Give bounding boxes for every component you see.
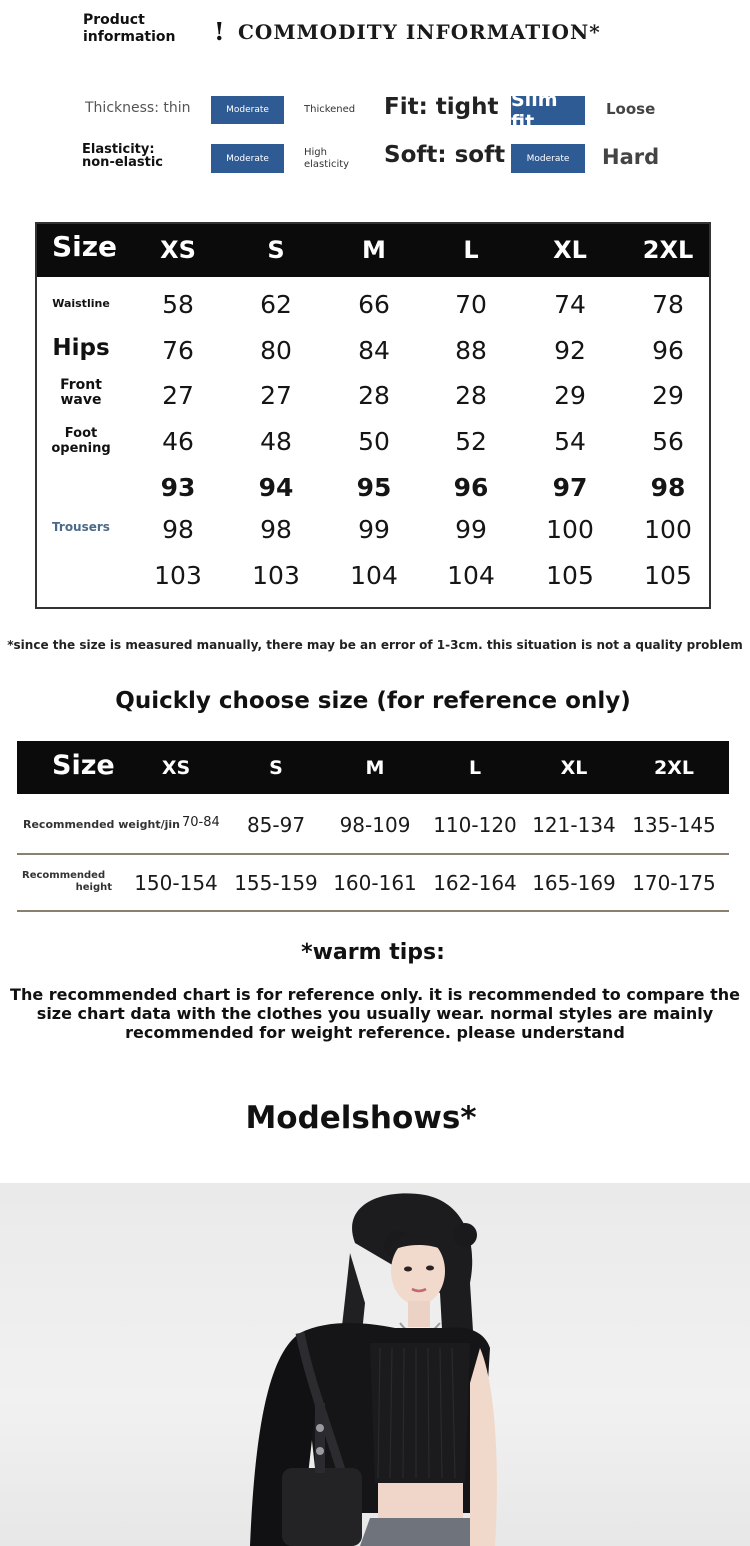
model-illustration xyxy=(0,1183,750,1546)
size-header-s: S xyxy=(267,236,285,264)
header-bar-glyph: ! xyxy=(214,17,225,46)
table-cell: 93 xyxy=(160,473,196,502)
size-header-l: L xyxy=(463,236,479,264)
size-header-xl: XL xyxy=(553,236,587,264)
table-cell: 76 xyxy=(162,336,194,365)
table-cell: 88 xyxy=(455,336,487,365)
table-cell: 150-154 xyxy=(134,871,218,895)
table-cell: 100 xyxy=(546,515,594,544)
elasticity-moderate-pill: Moderate xyxy=(211,144,284,173)
recommend-bottom-rule xyxy=(17,910,729,912)
table-cell: 27 xyxy=(260,381,292,410)
table-cell: 170-175 xyxy=(632,871,716,895)
recommend-header-m: M xyxy=(365,757,385,779)
row-label-hips: Hips xyxy=(52,335,110,361)
table-cell: 74 xyxy=(554,290,586,319)
table-cell: 27 xyxy=(162,381,194,410)
measurement-note: *since the size is measured manually, there may be an error of 1-3cm. this situation is not a quality problem xyxy=(7,638,743,652)
table-cell: 29 xyxy=(652,381,684,410)
quick-choose-title: Quickly choose size (for reference only) xyxy=(115,688,631,714)
elasticity-high-line-2: elasticity xyxy=(304,159,350,170)
row-label-foot-opening: Foot opening xyxy=(51,426,111,456)
recommended-height-line-2: height xyxy=(75,882,112,893)
elasticity-label-line-1: Elasticity: xyxy=(82,142,155,157)
warm-tips-title: *warm tips: xyxy=(301,940,445,965)
table-cell: 95 xyxy=(356,473,392,502)
table-cell: 78 xyxy=(652,290,684,319)
table-cell: 155-159 xyxy=(234,871,318,895)
table-cell: 100 xyxy=(644,515,692,544)
table-cell: 52 xyxy=(455,427,487,456)
table-cell: 46 xyxy=(162,427,194,456)
size-table-header-size: Size xyxy=(52,230,118,263)
table-cell: 29 xyxy=(554,381,586,410)
table-cell: 84 xyxy=(358,336,390,365)
thickness-thickened-label: Thickened xyxy=(304,104,356,115)
table-cell: 28 xyxy=(358,381,390,410)
table-cell: 98 xyxy=(260,515,292,544)
recommended-height-label xyxy=(22,870,112,894)
table-cell: 121-134 xyxy=(532,813,616,837)
table-cell: 110-120 xyxy=(433,813,517,837)
table-cell: 66 xyxy=(358,290,390,319)
table-cell: 160-161 xyxy=(333,871,417,895)
table-cell: 85-97 xyxy=(246,813,306,837)
table-cell: 96 xyxy=(453,473,489,502)
modelshows-title: Modelshows* xyxy=(245,1100,477,1136)
table-cell: 98 xyxy=(650,473,686,502)
recommend-divider xyxy=(17,853,729,855)
thickness-label: Thickness: thin xyxy=(85,100,191,116)
recommend-header-s: S xyxy=(269,757,283,779)
model-photo xyxy=(0,1183,750,1546)
table-cell: 54 xyxy=(554,427,586,456)
size-header-xs: XS xyxy=(160,236,196,264)
table-cell: 56 xyxy=(652,427,684,456)
fit-label: Fit: tight xyxy=(384,94,499,120)
recommend-header-xl: XL xyxy=(560,757,588,779)
size-header-m: M xyxy=(362,236,386,264)
thickness-moderate-pill: Moderate xyxy=(211,96,284,124)
recommend-header-2xl: 2XL xyxy=(654,757,694,779)
table-cell: 50 xyxy=(358,427,390,456)
table-cell: 99 xyxy=(358,515,390,544)
row-label-waistline: Waistline xyxy=(52,297,110,310)
table-cell: 58 xyxy=(162,290,194,319)
row-label-front-wave: Front wave xyxy=(60,377,102,408)
table-cell: 70 xyxy=(455,290,487,319)
size-table xyxy=(35,222,711,609)
table-cell: 104 xyxy=(447,561,495,590)
table-cell: 94 xyxy=(258,473,294,502)
soft-label: Soft: soft xyxy=(384,142,506,168)
fit-slim-pill: Slim fit xyxy=(511,96,585,125)
table-cell: 48 xyxy=(260,427,292,456)
table-cell: 165-169 xyxy=(532,871,616,895)
table-cell: 70-84 xyxy=(182,815,220,830)
row-label-trousers: Trousers xyxy=(52,520,110,534)
recommended-height-line-1: Recommended xyxy=(22,870,106,881)
elasticity-label xyxy=(82,143,163,169)
table-cell: 98 xyxy=(162,515,194,544)
table-cell: 99 xyxy=(455,515,487,544)
soft-hard-label: Hard xyxy=(602,145,660,169)
recommend-header-l: L xyxy=(468,757,482,779)
elasticity-high-label xyxy=(304,147,349,171)
warm-tips-text: The recommended chart is for reference only. it is recommended to compare the size chart data with the clothes you usually wear. normal styles are mainly recommended for weight reference. please understand xyxy=(10,985,740,1042)
elasticity-label-line-2: non-elastic xyxy=(82,155,163,170)
table-cell: 92 xyxy=(554,336,586,365)
table-cell: 80 xyxy=(260,336,292,365)
product-information-line-1: Product xyxy=(83,12,145,28)
elasticity-high-line-1: High xyxy=(304,147,327,158)
soft-moderate-pill: Moderate xyxy=(511,144,585,173)
size-header-2xl: 2XL xyxy=(642,236,694,264)
table-cell: 135-145 xyxy=(632,813,716,837)
recommend-header-size: Size xyxy=(52,750,115,781)
table-cell: 162-164 xyxy=(433,871,517,895)
table-cell: 98-109 xyxy=(339,813,411,837)
table-cell: 96 xyxy=(652,336,684,365)
table-cell: 97 xyxy=(552,473,588,502)
table-cell: 103 xyxy=(252,561,300,590)
product-information-line-2: information xyxy=(83,29,176,45)
recommended-weight-label: Recommended weight/jin xyxy=(23,818,181,831)
product-information-label xyxy=(83,12,176,46)
table-cell: 103 xyxy=(154,561,202,590)
table-cell: 104 xyxy=(350,561,398,590)
table-cell: 105 xyxy=(644,561,692,590)
table-cell: 28 xyxy=(455,381,487,410)
commodity-information-title: COMMODITY INFORMATION* xyxy=(238,20,601,44)
fit-loose-label: Loose xyxy=(606,100,656,118)
table-cell: 105 xyxy=(546,561,594,590)
table-cell: 62 xyxy=(260,290,292,319)
recommend-header-xs: XS xyxy=(161,757,191,779)
